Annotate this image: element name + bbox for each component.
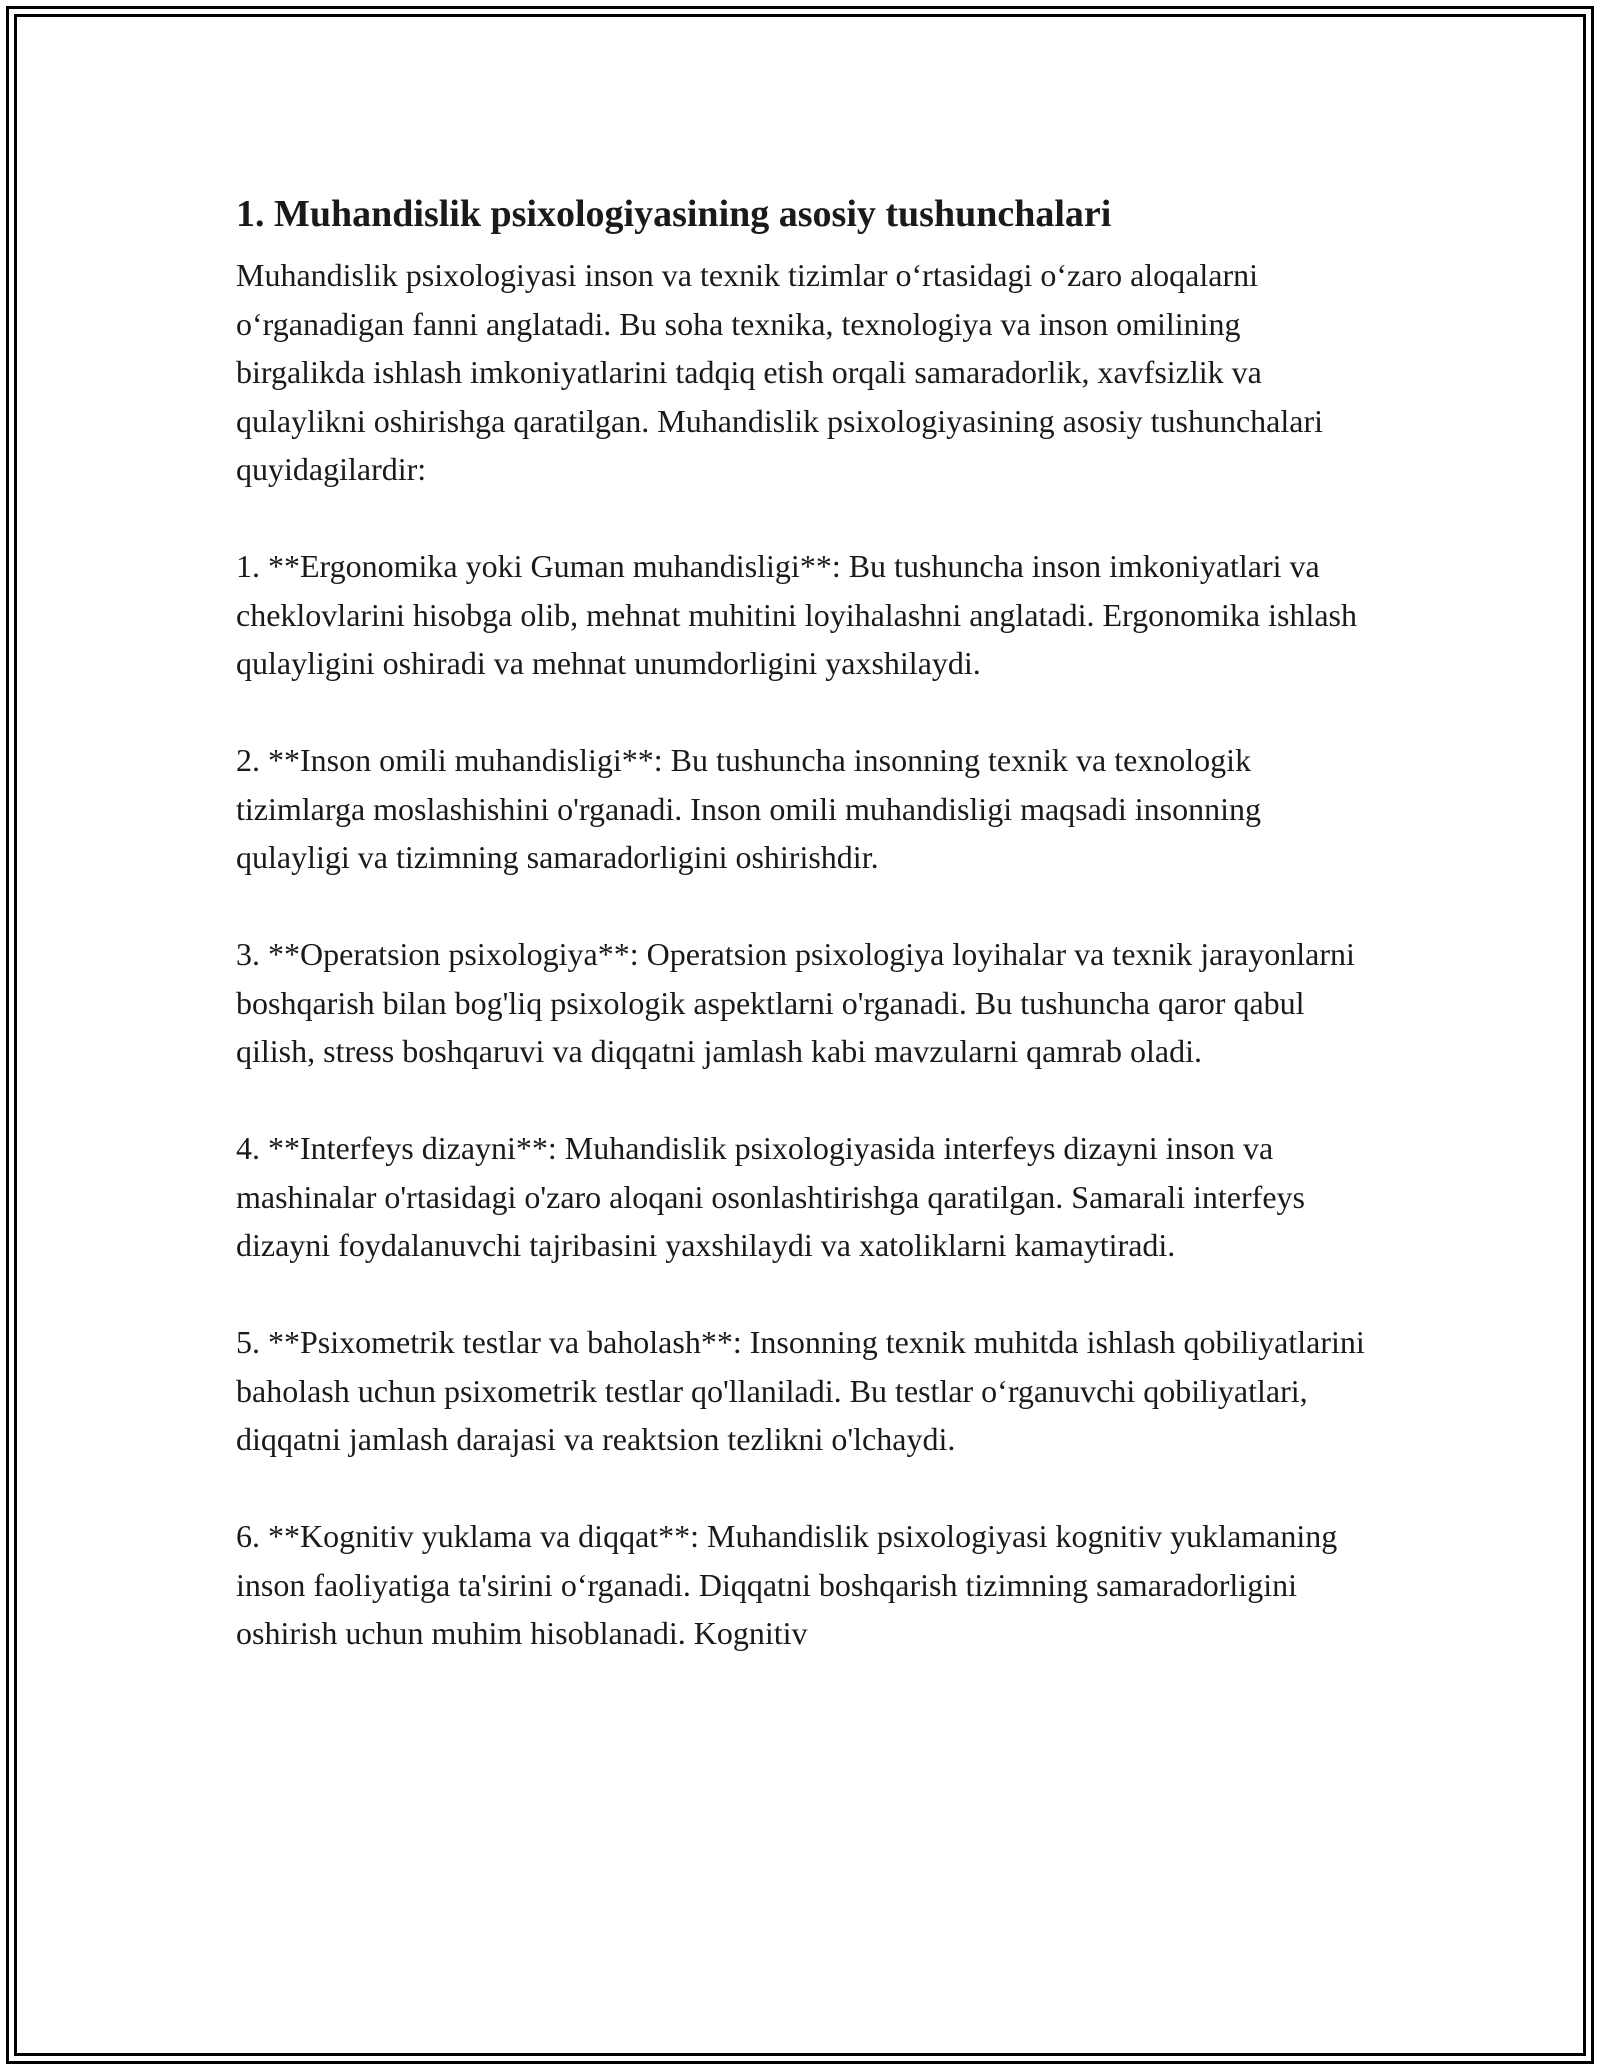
list-item-interfeys-dizayni: 4. **Interfeys dizayni**: Muhandislik psixologiyasida interfeys dizayni inson va mashinalar o'rtasidagi o'zaro aloqani osonlashtirishga qaratilgan. Samarali interfeys dizayni foydalanuvchi tajribasini yaxshilaydi va xatoliklarni kamaytiradi. bbox=[236, 1130, 1305, 1263]
list-item-operatsion-psixologiya: 3. **Operatsion psixologiya**: Operatsion psixologiya loyihalar va texnik jarayonlarni boshqarish bilan bog'liq psixologik aspektlarni o'rganadi. Bu tushuncha qaror qabul qilish, stress boshqaruvi va diqqatni jamlash kabi mavzularni qamrab oladi. bbox=[236, 936, 1355, 1069]
list-item-inson-omili: 2. **Inson omili muhandisligi**: Bu tushuncha insonning texnik va texnologik tizimlarga moslashishini o'rganadi. Inson omili muhandisligi maqsadi insonning qulayligi va tizimning samaradorligini oshirishdir. bbox=[236, 742, 1261, 875]
list-item-kognitiv-yuklama: 6. **Kognitiv yuklama va diqqat**: Muhandislik psixologiyasi kognitiv yuklamaning inson faoliyatiga ta'sirini o‘rganadi. Diqqatni boshqarish tizimning samaradorligini oshirish uchun muhim hisoblanadi. Kognitiv bbox=[236, 1518, 1338, 1651]
intro-paragraph: Muhandislik psixologiyasi inson va texnik tizimlar o‘rtasidagi o‘zaro aloqalarni o‘rganadigan fanni anglatadi. Bu soha texnika, texnologiya va inson omilining birgalikda ishlash imkoniyatlarini tadqiq etish orqali samaradorlik, xavfsizlik va qulaylikni oshirishga qaratilgan. Muhandislik psixologiyasining asosiy tushunchalari quyidagilardir: bbox=[236, 257, 1323, 487]
list-item-psixometrik-testlar: 5. **Psixometrik testlar va baholash**: Insonning texnik muhitda ishlash qobiliyatlarini baholash uchun psixometrik testlar qo'llaniladi. Bu testlar o‘rganuvchi qobiliyatlari, diqqatni jamlash darajasi va reaktsion tezlikni o'lchaydi. bbox=[236, 1324, 1365, 1457]
list-item-ergonomika: 1. **Ergonomika yoki Guman muhandisligi**: Bu tushuncha inson imkoniyatlari va cheklovlarini hisobga olib, mehnat muhitini loyihalashni anglatadi. Ergonomika ishlash qulayligini oshiradi va mehnat unumdorligini yaxshilaydi. bbox=[236, 548, 1357, 681]
section-heading: 1. Muhandislik psixologiyasining asosiy tushunchalari bbox=[236, 193, 1112, 235]
document-body bbox=[236, 183, 1376, 1706]
